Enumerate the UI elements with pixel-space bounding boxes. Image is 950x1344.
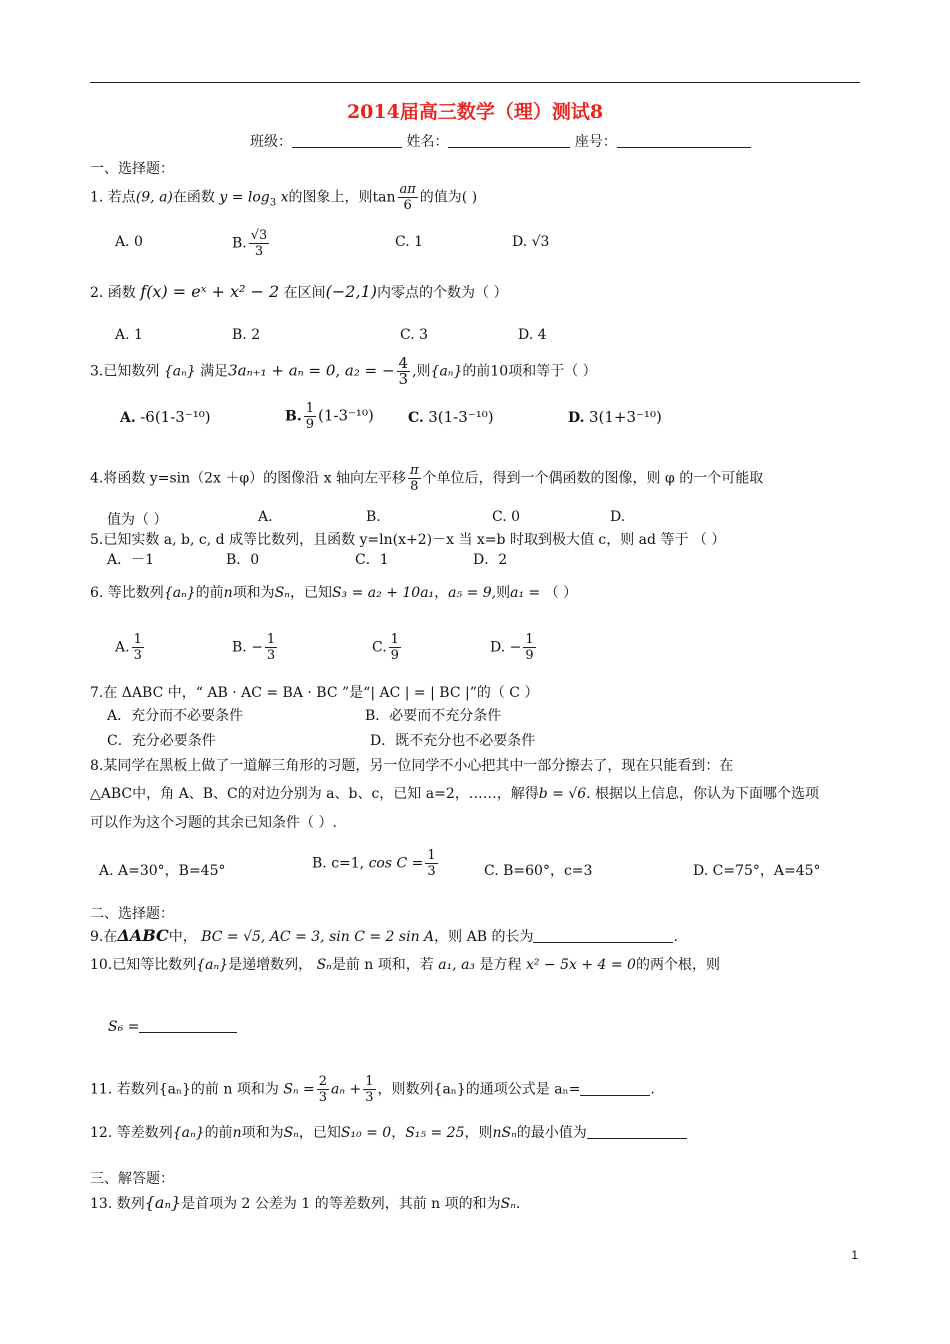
text-fragment: 1 — [133, 632, 142, 647]
text-fragment: 6 — [403, 198, 412, 213]
text-fragment: Sₙ — [274, 585, 290, 601]
q11-answer-blank[interactable] — [580, 1081, 650, 1096]
text-fragment: n — [223, 585, 233, 601]
text-fragment: C. — [408, 410, 424, 426]
text-fragment: . — [673, 929, 678, 945]
q5-option-c: C．1 — [355, 552, 389, 568]
q4-option-a: A. — [258, 509, 273, 525]
section-heading-solve: 三、解答题： — [90, 1171, 174, 1187]
text-fragment: . — [650, 1081, 655, 1098]
question-7: 7.在 ΔABC 中，“ AB · AC = BA · BC ”是“| AC | = | BC |”的（ C ） — [90, 685, 539, 701]
fraction — [249, 228, 270, 259]
text-fragment: 3(1-3⁻¹⁰) — [428, 408, 494, 426]
text-fragment: -6(1-3⁻¹⁰) — [140, 408, 211, 426]
text-fragment: 1 — [390, 632, 399, 647]
q7-option-b: B．必要而不充分条件 — [365, 708, 502, 724]
text-fragment: S₃ = a₂ + 10a₁ — [331, 585, 435, 601]
text-fragment: 的图象上，则 — [288, 189, 373, 206]
text-fragment: B. — [285, 408, 302, 425]
text-fragment: aₙ + — [331, 1081, 362, 1098]
text-fragment: D. — [568, 410, 585, 426]
text-fragment: ，则 AB 的长为 — [434, 929, 534, 945]
text-fragment: 则 — [496, 585, 511, 601]
text-fragment: aπ — [399, 182, 416, 197]
text-fragment: ， — [434, 585, 449, 601]
question-11 — [90, 1074, 655, 1105]
q3-option-d — [568, 408, 662, 426]
question-9 — [90, 926, 678, 946]
page-number: 1 — [851, 1248, 858, 1262]
text-fragment: B. − — [232, 639, 263, 656]
text-fragment: 10.已知等比数列 — [90, 957, 197, 973]
q8-option-b — [312, 848, 440, 879]
text-fragment: n — [232, 1125, 242, 1141]
text-fragment: 1 — [427, 848, 436, 863]
text-fragment: 满足 — [200, 363, 229, 380]
text-fragment: Sₙ — [500, 1196, 516, 1212]
text-fragment: {aₙ} — [163, 585, 196, 601]
text-fragment: 内零点的个数为（ ） — [377, 285, 508, 301]
seat-blank[interactable] — [617, 133, 751, 148]
text-fragment: 是递增数列， — [228, 957, 313, 973]
q2-option-c: C. 3 — [400, 327, 429, 343]
q6-option-b — [232, 632, 279, 663]
text-fragment: 中， — [168, 929, 197, 945]
text-fragment: √3 — [250, 228, 268, 243]
fraction — [389, 632, 401, 663]
q8-option-c: C. B=60°，c=3 — [484, 863, 593, 879]
text-fragment: 是前 n 项和，若 — [331, 957, 434, 973]
text-fragment: 8 — [410, 479, 419, 494]
text-fragment: ，则数列{aₙ}的通项公式是 aₙ= — [377, 1081, 581, 1098]
text-fragment: (9, a) — [135, 189, 173, 206]
text-fragment: a₁ = — [510, 585, 541, 601]
text-fragment: 3 — [266, 648, 276, 663]
text-fragment: 12. 等差数列 — [90, 1125, 173, 1141]
text-fragment: 1. 若点 — [90, 189, 136, 206]
fraction — [132, 632, 144, 663]
question-8-line3: 可以作为这个习题的其余已知条件（ ）. — [90, 815, 337, 831]
text-fragment: 6. 等比数列 — [90, 585, 164, 601]
text-fragment: 11. 若数列{aₙ}的前 n 项和为 — [90, 1081, 279, 1098]
q6-option-d — [490, 632, 538, 663]
q1-option-b — [232, 228, 271, 259]
fraction — [304, 401, 316, 432]
text-fragment: 个单位后，得到一个偶函数的图像，则 φ 的一个可能取 — [422, 470, 764, 487]
text-fragment: (−2,1) — [325, 282, 377, 301]
class-blank[interactable] — [292, 133, 402, 148]
text-fragment: BC = √5, AC = 3, sin C = 2 sin A — [201, 929, 435, 945]
q2-option-b: B. 2 — [232, 327, 261, 343]
question-2 — [90, 282, 507, 302]
text-fragment: (1-3⁻¹⁰) — [318, 406, 374, 425]
text-fragment: . — [515, 1196, 521, 1212]
student-info-row — [250, 131, 751, 151]
text-fragment: （ ） — [544, 585, 578, 601]
text-fragment: A. — [115, 639, 130, 656]
text-fragment: 2 — [318, 1074, 328, 1089]
page-title: 2014届高三数学（理）测试8 — [346, 101, 604, 123]
fraction — [317, 1074, 329, 1105]
q5-option-b: B．0 — [226, 552, 260, 568]
text-fragment: 1 — [305, 401, 314, 416]
q7-option-c: C．充分必要条件 — [107, 733, 216, 749]
text-fragment: {aₙ} — [172, 1125, 205, 1141]
name-label: 姓名： — [406, 134, 449, 150]
fraction — [408, 463, 421, 494]
text-fragment: D. − — [490, 639, 522, 656]
text-fragment: Sₙ = — [283, 1081, 315, 1098]
q4-option-b: B. — [366, 509, 381, 525]
text-fragment: C. — [372, 639, 387, 656]
q2-option-a: A. 1 — [115, 327, 143, 343]
question-8-line1: 8.某同学在黑板上做了一道解三角形的习题，另一位同学不小心把其中一部分擦去了，现在只能看到：在 — [90, 758, 734, 774]
text-fragment: ΔABC — [117, 926, 169, 945]
section-heading-choice: 一、选择题： — [90, 161, 174, 177]
text-fragment: △ABC中，角 A、B、C的对边分别为 a、b、c，已知 a=2，……，解得 — [90, 786, 539, 802]
q12-answer-blank[interactable] — [587, 1124, 687, 1139]
text-fragment: π — [409, 463, 419, 478]
section-heading-fill: 二、选择题： — [90, 906, 174, 922]
text-fragment: a₁, a₃ — [438, 957, 476, 973]
text-fragment: 1 — [365, 1074, 374, 1089]
q3-option-c — [408, 408, 494, 426]
q1-option-a: A. 0 — [115, 234, 143, 250]
text-fragment: 4 — [398, 354, 409, 372]
text-fragment: {aₙ} — [196, 957, 229, 973]
question-4 — [90, 463, 763, 494]
text-fragment: 1 — [266, 632, 276, 647]
text-fragment: 9 — [390, 648, 399, 663]
text-fragment: 2. 函数 — [90, 285, 136, 301]
text-fragment: 9.在 — [90, 929, 118, 945]
q9-answer-blank[interactable] — [533, 928, 673, 943]
text-fragment: 3 — [398, 370, 409, 388]
text-fragment: x² − 5x + 4 = 0 — [525, 957, 636, 973]
text-fragment: ，则 — [464, 1125, 493, 1141]
text-fragment: y = log — [219, 189, 270, 206]
fraction — [397, 356, 411, 387]
text-fragment: S₆ = — [108, 1019, 140, 1035]
text-fragment: tan — [372, 189, 396, 206]
header-rule — [90, 82, 860, 83]
question-13 — [90, 1193, 520, 1213]
text-fragment: 是方程 — [479, 957, 522, 973]
text-fragment: 4.将函数 y=sin（2x ＋φ）的图像沿 x 轴向左平移 — [90, 470, 406, 487]
text-fragment: Sₙ — [283, 1125, 299, 1141]
text-fragment: 的前10项和等于（ ） — [462, 363, 597, 380]
fraction — [363, 1074, 375, 1105]
q1-option-c: C. 1 — [395, 234, 424, 250]
text-fragment: 9 — [305, 417, 314, 432]
q7-option-a: A．充分而不必要条件 — [107, 708, 244, 724]
text-fragment: B. — [232, 235, 247, 252]
text-fragment: 3(1+3⁻¹⁰) — [588, 408, 662, 426]
question-8-line2 — [90, 783, 819, 803]
q4-option-c: C. 0 — [492, 509, 521, 525]
question-5: 5.已知实数 a, b, c, d 成等比数列，且函数 y=ln(x+2)－x 当 x=b 时取到极大值 c，则 ad 等于 （ ） — [90, 532, 726, 548]
text-fragment: x — [280, 189, 289, 206]
text-fragment: ，已知 — [298, 1125, 341, 1141]
q10-answer-blank[interactable] — [139, 1018, 237, 1033]
text-fragment: 13. 数列 — [90, 1196, 145, 1212]
text-fragment: 的值为( ) — [419, 189, 478, 206]
q6-option-a — [115, 632, 146, 663]
text-fragment: 在函数 — [172, 189, 215, 206]
text-fragment: D. — [512, 234, 528, 250]
text-fragment: 项和为 — [232, 585, 275, 601]
seat-label: 座号： — [574, 134, 617, 150]
text-fragment: ， — [391, 1125, 406, 1141]
question-6 — [90, 582, 577, 602]
text-fragment: 在区间 — [283, 285, 326, 301]
q8-option-d: D. C=75°，A=45° — [693, 863, 821, 879]
text-fragment: 3 — [254, 244, 264, 259]
q5-option-a: A．－1 — [107, 552, 155, 568]
q3-option-b — [285, 401, 374, 432]
text-fragment: {aₙ} — [163, 363, 196, 380]
question-1 — [90, 182, 477, 213]
question-10-answer — [108, 1018, 237, 1035]
name-blank[interactable] — [448, 133, 570, 148]
text-fragment: S₁₀ = 0 — [340, 1125, 392, 1141]
text-fragment: ，已知 — [289, 585, 332, 601]
q1-option-d — [512, 234, 549, 250]
text-fragment: 3 — [318, 1090, 328, 1105]
fraction — [523, 632, 535, 663]
text-fragment: 项和为 — [241, 1125, 284, 1141]
text-fragment: nSₙ — [492, 1125, 517, 1141]
text-fragment: a₅ = 9, — [448, 585, 497, 601]
text-fragment: 3 — [365, 1090, 374, 1105]
fraction — [265, 632, 277, 663]
class-label: 班级： — [250, 134, 292, 150]
text-fragment: S₁₅ = 25 — [405, 1125, 465, 1141]
text-fragment: cos C = — [368, 855, 424, 872]
q2-option-d: D. 4 — [518, 327, 547, 343]
q6-option-c — [372, 632, 403, 663]
text-fragment: ,则 — [412, 363, 431, 380]
text-fragment: 3 — [133, 648, 142, 663]
text-fragment: √3 — [531, 234, 550, 250]
q4-option-d: D. — [610, 509, 626, 525]
text-fragment: 的最小值为 — [516, 1125, 587, 1141]
text-fragment: 3.已知数列 — [90, 363, 160, 380]
text-fragment: f(x) = eˣ + x² − 2 — [140, 282, 280, 301]
question-12 — [90, 1122, 687, 1142]
text-fragment: 是首项为 2 公差为 1 的等差数列，其前 n 项的和为 — [181, 1196, 501, 1212]
text-fragment: 的前 — [195, 585, 224, 601]
question-10 — [90, 954, 720, 974]
text-fragment: {aₙ} — [430, 363, 463, 380]
text-fragment: 3aₙ₊₁ + aₙ = 0, a₂ = − — [228, 361, 395, 380]
fraction — [425, 848, 437, 879]
text-fragment: Sₙ — [316, 957, 332, 973]
text-fragment: 的前 — [204, 1125, 233, 1141]
text-fragment: 的两个根，则 — [635, 957, 720, 973]
text-fragment: A. — [120, 410, 136, 426]
question-4-cont: 值为（ ） — [107, 512, 168, 528]
fraction — [398, 182, 418, 213]
text-fragment: 3 — [269, 197, 277, 209]
q5-option-d: D．2 — [473, 552, 508, 568]
text-fragment: 3 — [427, 864, 436, 879]
text-fragment: . 根据以上信息，你认为下面哪个选项 — [586, 786, 820, 802]
q7-option-d: D．既不充分也不必要条件 — [370, 733, 536, 749]
text-fragment: b = √6 — [538, 786, 587, 802]
question-3 — [90, 356, 597, 387]
q8-option-a: A. A=30°，B=45° — [99, 863, 226, 879]
text-fragment: 1 — [525, 632, 534, 647]
text-fragment: 9 — [525, 648, 534, 663]
text-fragment: B. c=1, — [312, 855, 365, 872]
q3-option-a — [120, 408, 211, 426]
text-fragment: {aₙ} — [144, 1193, 182, 1212]
